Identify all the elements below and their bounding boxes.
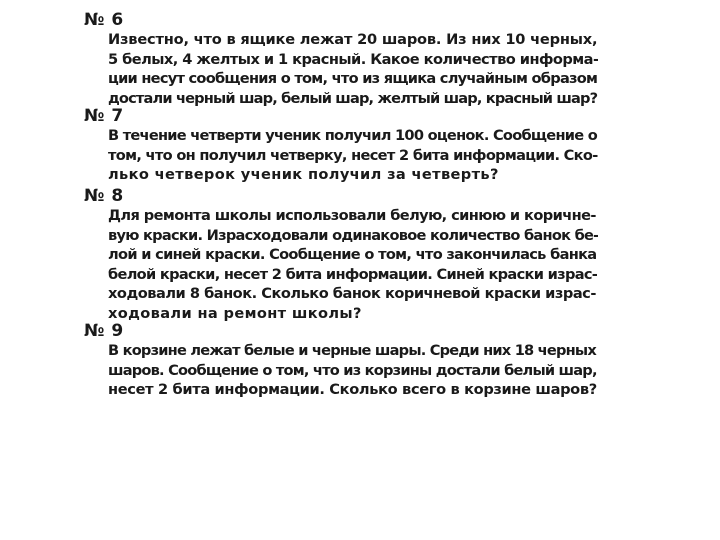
problem-8 bbox=[84, 186, 598, 324]
text-line: несет 2 бита информации. Сколько всего в корзине шаров? bbox=[108, 381, 597, 399]
problem-number: № 8 bbox=[84, 186, 124, 206]
text-line: В течение четверти ученик получил 100 оценок. Сообщение о bbox=[108, 127, 598, 144]
problem-text bbox=[108, 206, 598, 324]
problem-text bbox=[108, 30, 598, 108]
problem-number: № 6 bbox=[84, 10, 124, 30]
text-line: 5 белых, 4 желтых и 1 красный. Какое количество информа- bbox=[108, 50, 598, 68]
text-line: лько четверок ученик получил за четверть? bbox=[108, 166, 499, 184]
text-line: том, что он получил четверку, несет 2 бита информации. Ско- bbox=[108, 146, 598, 164]
text-line: ходовали 8 банок. Сколько банок коричневой краски израс- bbox=[108, 285, 596, 303]
problem-9 bbox=[84, 321, 597, 400]
text-line: ходовали на ремонт школы? bbox=[108, 304, 362, 322]
problem-number: № 9 bbox=[84, 321, 124, 341]
problem-number: № 7 bbox=[84, 106, 124, 126]
text-line: белой краски, несет 2 бита информации. Синей краски израс- bbox=[108, 265, 598, 283]
text-line: В корзине лежат белые и черные шары. Среди них 18 черных bbox=[108, 342, 596, 359]
problem-7 bbox=[84, 106, 598, 185]
problem-6 bbox=[84, 10, 598, 108]
text-line: ции несут сообщения о том, что из ящика случайным образом bbox=[108, 70, 598, 88]
problem-text bbox=[108, 341, 598, 400]
text-line: шаров. Сообщение о том, что из корзины достали белый шар, bbox=[108, 361, 597, 379]
text-line: достали черный шар, белый шар, желтый шар, красный шар? bbox=[108, 89, 598, 107]
text-line: Известно, что в ящике лежат 20 шаров. Из них 10 черных, bbox=[108, 31, 598, 48]
text-line: лой и синей краски. Сообщение о том, что закончилась банка bbox=[108, 246, 597, 264]
problem-text bbox=[108, 126, 598, 185]
text-line: Для ремонта школы использовали белую, синюю и коричне- bbox=[108, 207, 596, 224]
text-line: вую краски. Израсходовали одинаковое количество банок бе- bbox=[108, 226, 598, 244]
